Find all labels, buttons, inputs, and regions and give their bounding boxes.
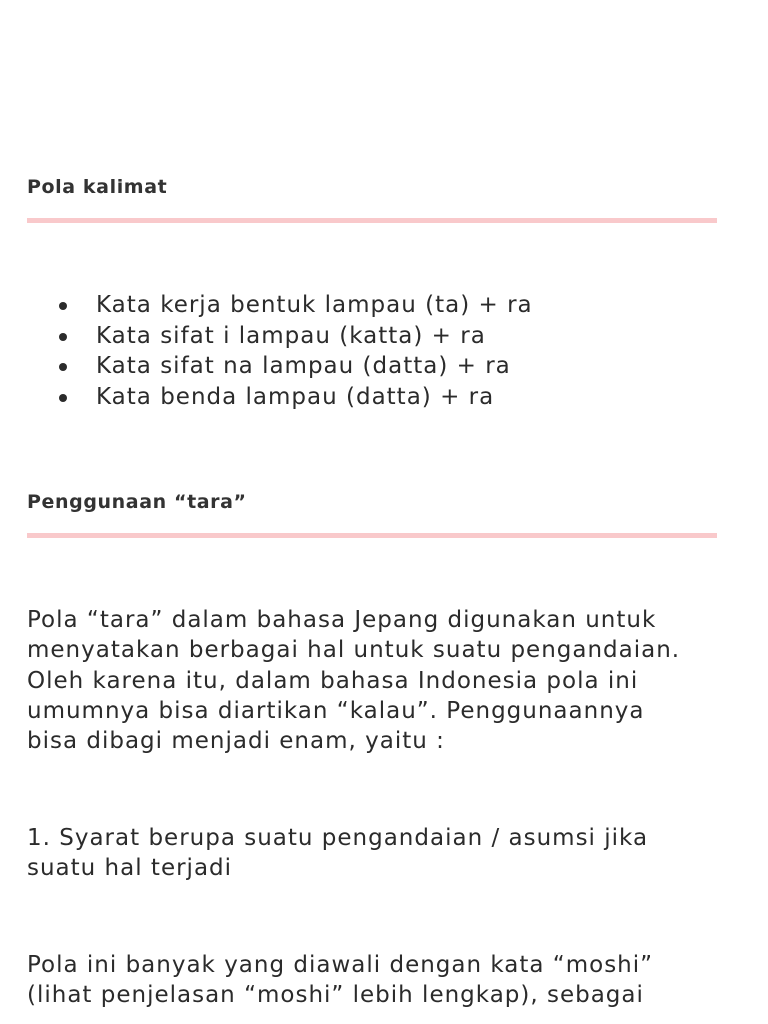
paragraph-line: suatu hal terjadi	[27, 855, 233, 882]
list-item: Kata sifat i lampau (katta) + ra	[96, 321, 533, 352]
paragraph-line: menyatakan berbagai hal untuk suatu pengandaian.	[27, 637, 681, 664]
list-item: Kata sifat na lampau (datta) + ra	[96, 351, 533, 382]
heading-divider	[27, 533, 717, 538]
paragraph-line: (lihat penjelasan “moshi” lebih lengkap), sebagai	[27, 982, 644, 1009]
point-one-title	[27, 823, 747, 884]
pattern-list	[27, 290, 533, 412]
section-heading-penggunaan-tara: Penggunaan “tara”	[27, 491, 247, 513]
section-heading-pola-kalimat: Pola kalimat	[27, 176, 168, 198]
point-one-description	[27, 950, 747, 1011]
list-item: Kata benda lampau (datta) + ra	[96, 382, 533, 413]
list-item: Kata kerja bentuk lampau (ta) + ra	[96, 290, 533, 321]
paragraph-line: Oleh karena itu, dalam bahasa Indonesia pola ini	[27, 667, 639, 694]
paragraph-line: Pola “tara” dalam bahasa Jepang digunakan untuk	[27, 607, 657, 633]
paragraph-line: 1. Syarat berupa suatu pengandaian / asumsi jika	[27, 825, 649, 851]
intro-paragraph	[27, 605, 747, 756]
paragraph-line: Pola ini banyak yang diawali dengan kata “moshi”	[27, 952, 654, 978]
heading-divider	[27, 218, 717, 223]
paragraph-line: bisa dibagi menjadi enam, yaitu :	[27, 728, 445, 755]
paragraph-line: umumnya bisa diartikan “kalau”. Penggunaannya	[27, 697, 645, 724]
